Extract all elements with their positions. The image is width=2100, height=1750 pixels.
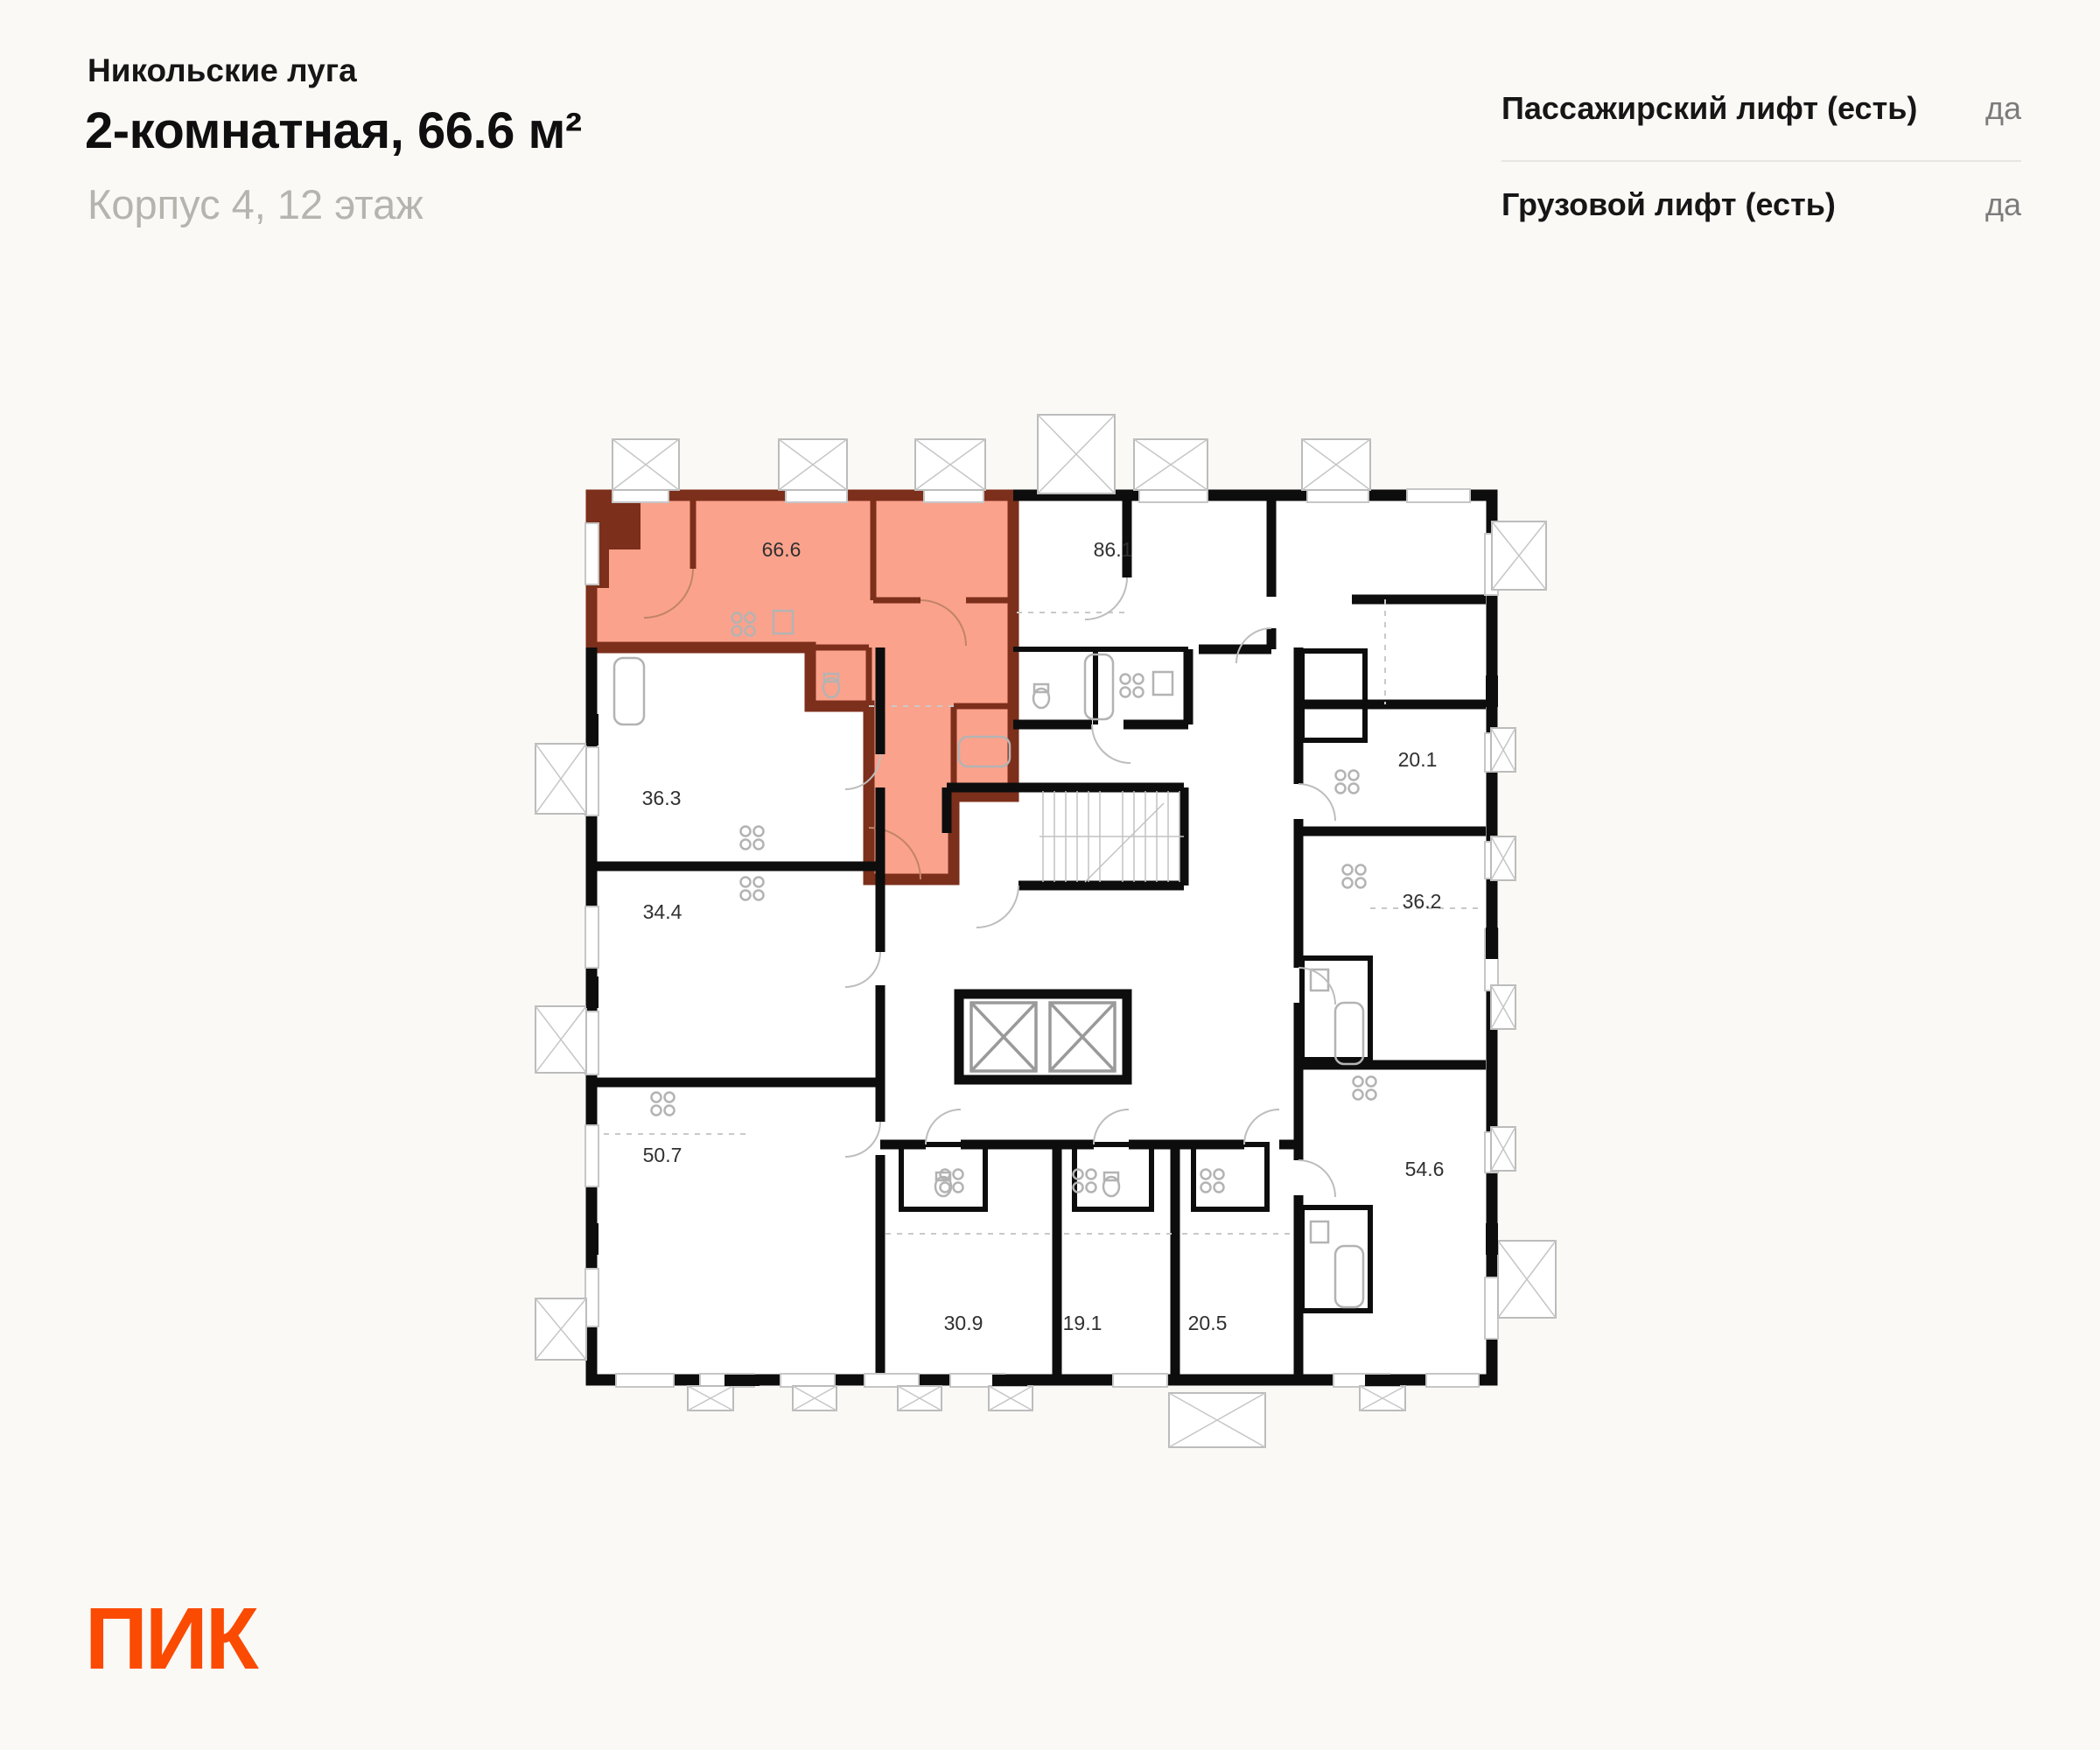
pik-logo: ПИК <box>85 1590 256 1688</box>
building-floor-info: Корпус 4, 12 этаж <box>88 181 424 228</box>
unit-area-label: 19.1 <box>1062 1312 1102 1334</box>
unit-area-label: 50.7 <box>642 1144 682 1166</box>
cargo-lift-value: да <box>1984 186 2021 222</box>
unit-area-label: 34.4 <box>642 900 682 923</box>
unit-area-label: 36.2 <box>1402 890 1442 913</box>
unit-area-label: 36.3 <box>641 787 682 809</box>
unit-area-label: 20.5 <box>1187 1312 1228 1334</box>
passenger-lift-label: Пассажирский лифт (есть) <box>1502 90 1918 126</box>
passenger-lift-value: да <box>1984 90 2021 126</box>
page-title: 2-комнатная, 66.6 м² <box>85 102 582 159</box>
unit-area-label: 86.1 <box>1093 538 1133 561</box>
unit-area-label: 20.1 <box>1397 748 1438 771</box>
unit-area-label: 30.9 <box>943 1312 984 1334</box>
cargo-lift-label: Грузовой лифт (есть) <box>1502 186 1836 222</box>
unit-area-label: 54.6 <box>1404 1158 1445 1180</box>
unit-area-label: 66.6 <box>761 538 802 561</box>
project-name: Никольские луга <box>88 52 357 88</box>
